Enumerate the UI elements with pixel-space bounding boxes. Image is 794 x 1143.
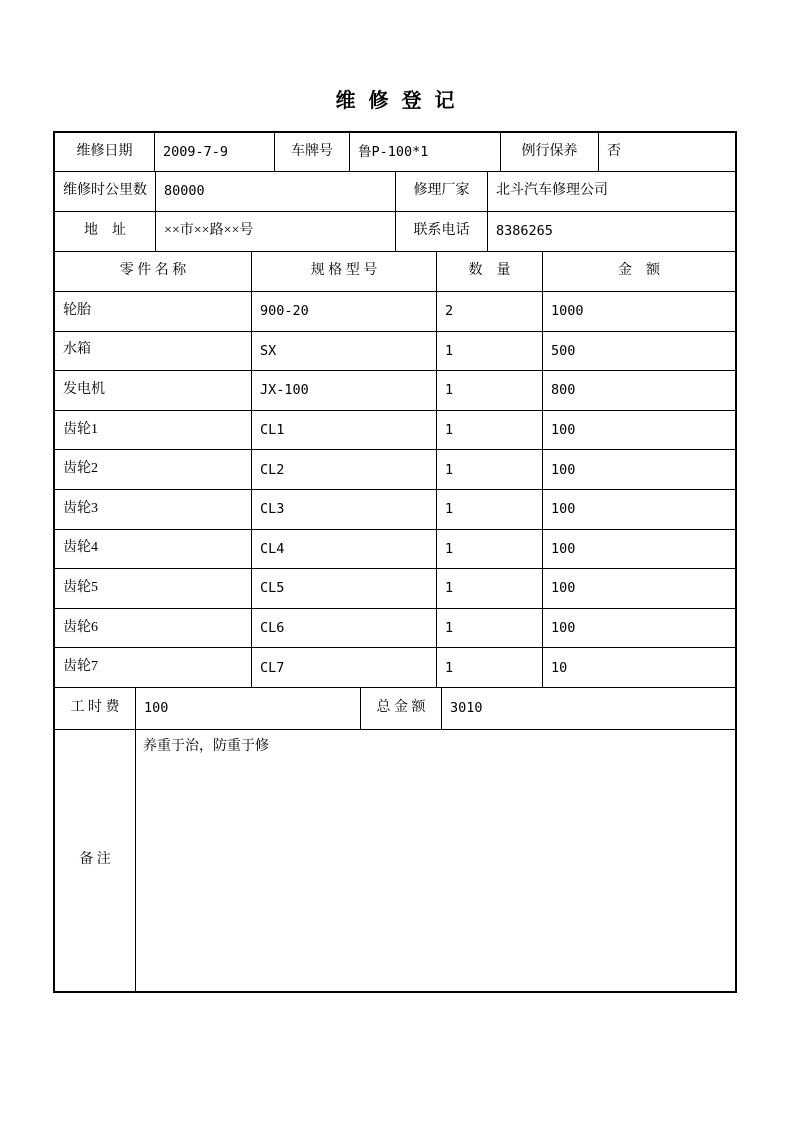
part-spec-cell: CL2: [252, 450, 437, 489]
info-row-address: [55, 212, 735, 252]
remarks-row: [55, 730, 735, 991]
part-amount-cell: 100: [551, 461, 576, 478]
part-qty-cell: 1: [437, 648, 543, 687]
labor-fee-value: 100: [136, 688, 361, 729]
repair-date-label: 维修日期: [55, 133, 155, 171]
part-spec-cell: CL6: [252, 609, 437, 648]
part-qty-cell: 1: [437, 371, 543, 410]
part-spec-cell: SX: [252, 332, 437, 371]
routine-maintenance-value: 否: [607, 143, 621, 159]
part-qty-cell: 1: [437, 411, 543, 450]
part-qty-cell: 1: [437, 609, 543, 648]
part-spec-cell: CL5: [252, 569, 437, 608]
part-qty-cell: 1: [437, 569, 543, 608]
part-row: [55, 292, 735, 332]
part-row: [55, 609, 735, 649]
part-spec-cell: CL7: [252, 648, 437, 687]
repair-form-table: [53, 131, 737, 993]
repair-shop-value: 北斗汽车修理公司: [496, 183, 608, 199]
remarks-content: 养重于治，防重于修: [143, 738, 269, 754]
part-row: [55, 569, 735, 609]
info-row-mileage: [55, 172, 735, 212]
part-name-cell: 齿轮6: [55, 609, 252, 648]
parts-header-spec: 规 格 型 号: [252, 252, 437, 291]
part-name-cell: 齿轮4: [55, 530, 252, 569]
totals-row: [55, 688, 735, 730]
part-spec-cell: 900-20: [252, 292, 437, 331]
part-qty-cell: 1: [437, 530, 543, 569]
remarks-label: 备 注: [55, 730, 136, 991]
mileage-label: 维修时公里数: [55, 172, 156, 211]
parts-header-qty: 数 量: [437, 252, 543, 291]
part-name-cell: 发电机: [55, 371, 252, 410]
part-name-cell: 齿轮7: [55, 648, 252, 687]
part-amount-cell: 100: [551, 580, 576, 597]
plate-number-label: 车牌号: [275, 133, 350, 171]
total-amount-label: 总 金 额: [361, 688, 442, 729]
part-spec-cell: CL3: [252, 490, 437, 529]
labor-fee-label: 工 时 费: [55, 688, 136, 729]
part-qty-cell: 1: [437, 332, 543, 371]
part-name-cell: 轮胎: [55, 292, 252, 331]
repair-shop-label: 修理厂家: [396, 172, 488, 211]
part-amount-cell: 100: [551, 501, 576, 518]
part-row: [55, 648, 735, 688]
part-row: [55, 490, 735, 530]
part-amount-cell: 500: [551, 342, 576, 359]
part-row: [55, 530, 735, 570]
part-name-cell: 齿轮5: [55, 569, 252, 608]
part-spec-cell: CL1: [252, 411, 437, 450]
plate-number-value: 鲁P-100*1: [350, 133, 501, 171]
part-amount-cell: 100: [551, 421, 576, 438]
parts-header-name: 零 件 名 称: [55, 252, 252, 291]
part-spec-cell: CL4: [252, 530, 437, 569]
part-qty-cell: 1: [437, 450, 543, 489]
part-amount-cell: 100: [551, 619, 576, 636]
part-name-cell: 齿轮1: [55, 411, 252, 450]
part-qty-cell: 1: [437, 490, 543, 529]
part-qty-cell: 2: [437, 292, 543, 331]
part-row: [55, 450, 735, 490]
repair-date-value: 2009-7-9: [155, 133, 275, 171]
parts-header-amount: 金 额: [618, 263, 660, 279]
part-name-cell: 齿轮3: [55, 490, 252, 529]
phone-value: 8386265: [496, 223, 553, 240]
total-amount-value: 3010: [450, 700, 483, 717]
address-label: 地 址: [55, 212, 156, 251]
part-amount-cell: 100: [551, 540, 576, 557]
part-name-cell: 齿轮2: [55, 450, 252, 489]
part-row: [55, 371, 735, 411]
mileage-value: 80000: [156, 172, 396, 211]
routine-maintenance-label: 例行保养: [501, 133, 599, 171]
part-row: [55, 332, 735, 372]
part-amount-cell: 800: [551, 382, 576, 399]
address-value: ××市××路××号: [156, 212, 396, 251]
part-spec-cell: JX-100: [252, 371, 437, 410]
part-name-cell: 水箱: [55, 332, 252, 371]
part-row: [55, 411, 735, 451]
phone-label: 联系电话: [396, 212, 488, 251]
info-row-date: [55, 133, 735, 172]
page-title: 维 修 登 记: [335, 90, 459, 112]
part-amount-cell: 10: [551, 659, 568, 676]
parts-header-row: [55, 252, 735, 292]
part-amount-cell: 1000: [551, 303, 584, 320]
